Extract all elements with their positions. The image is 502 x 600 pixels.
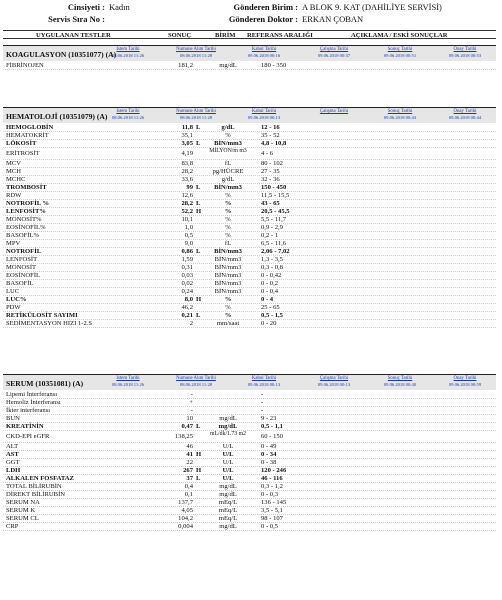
test-flag: H (196, 208, 202, 215)
test-reference-range: 25 - 65 (261, 304, 280, 311)
test-unit: BİN/mm3 (214, 248, 242, 255)
test-value: 0,004 (178, 523, 193, 530)
test-value: 37 (186, 475, 193, 482)
test-value: 41 (186, 451, 193, 458)
section-date-cell (98, 376, 158, 387)
test-value: 1,0 (184, 224, 193, 231)
test-name: CRP (6, 523, 19, 530)
date-label: Sonuç Tarihi (387, 376, 413, 381)
test-unit: % (225, 216, 231, 223)
test-name: LUC (6, 288, 20, 295)
result-row (3, 423, 496, 431)
test-value: 52,2 (181, 208, 193, 215)
date-value: 09.06.2018 00:13 (247, 114, 281, 120)
test-flag: L (196, 140, 201, 147)
test-reference-range: 11,5 - 15,5 (261, 192, 290, 199)
result-row (3, 224, 496, 232)
test-value: 267 (183, 467, 193, 474)
test-unit: mg/dL (219, 523, 237, 530)
section-date-cell (234, 47, 294, 58)
test-value: 0,24 (181, 288, 193, 295)
test-unit: % (225, 132, 231, 139)
col-header-tests: UYGULANAN TESTLER (36, 31, 111, 39)
sending-unit-value: A BLOK 9. KAT (DAHİLİYE SERVİSİ) (302, 2, 442, 12)
date-label: Sonuç Tarihi (387, 109, 413, 114)
test-unit: % (224, 296, 232, 303)
section-title: SERUM (10351081) (A) (6, 379, 84, 388)
test-name: SEDİMENTASYON HIZI 1-2.S (6, 320, 93, 327)
test-reference-range: 0 - 0,3 (261, 491, 279, 498)
test-unit: U/L (222, 467, 234, 474)
test-reference-range: 98 - 107 (261, 515, 283, 522)
test-value: - (190, 407, 193, 414)
test-name: Lipemi İnterferansı (6, 391, 58, 398)
test-reference-range: 0,3 - 0,8 (261, 264, 283, 271)
test-name: MPV (6, 240, 21, 247)
test-reference-range: 0 - 38 (261, 459, 277, 466)
date-value: 09.06.2018 00:44 (448, 114, 482, 120)
date-value: 08.06.2018 11:26 (111, 381, 145, 387)
test-value: 46,2 (181, 304, 193, 311)
test-name: MONOSİT (6, 264, 37, 271)
test-value: 99 (186, 184, 193, 191)
test-unit: mEq/L (218, 499, 238, 506)
result-row (3, 176, 496, 184)
test-name: MCV (6, 160, 22, 167)
date-label: Numune Alım Tarihi (176, 47, 216, 52)
test-name: Hemoliz İnterferansı (6, 399, 61, 406)
date-value: 09.06.2018 00:13 (317, 381, 351, 387)
test-reference-range: 43 - 65 (261, 200, 280, 207)
result-row (3, 140, 496, 148)
date-label: Kabul Tarihi (251, 47, 277, 52)
test-name: TOTAL BİLİRUBİN (6, 483, 62, 490)
test-unit: BİN/mm3 (214, 264, 242, 271)
result-row (3, 240, 496, 248)
section-title: KOAGULASYON (10351077) (A) (6, 50, 117, 59)
test-reference-range: - (261, 399, 264, 406)
result-row (3, 467, 496, 475)
test-reference-range: 0 - 20 (261, 320, 277, 327)
date-label: Kabul Tarihi (251, 376, 277, 381)
result-row (3, 208, 496, 216)
result-row (3, 399, 496, 407)
date-label: Numune Alım Tarihi (176, 109, 216, 114)
test-name: BASOFİL (6, 280, 34, 287)
service-number-label: Servis Sıra No : (48, 14, 105, 24)
test-value: 104,2 (178, 515, 193, 522)
result-row (3, 407, 496, 415)
col-header-ref: REFERANS ARALIĞI (247, 31, 313, 39)
test-reference-range: 46 - 116 (261, 475, 283, 482)
test-value: 28,2 (181, 200, 193, 207)
date-value: 08.06.2018 11:28 (179, 114, 213, 120)
test-value: 10 (186, 415, 193, 422)
test-reference-range: - (261, 391, 264, 398)
date-label: Sonuç Tarihi (387, 47, 413, 52)
test-value: 22 (186, 459, 193, 466)
test-reference-range: 1,3 - 3,5 (261, 256, 283, 263)
test-unit: fL (224, 160, 232, 167)
test-flag: L (196, 248, 201, 255)
section-header (3, 374, 496, 390)
test-flag: H (196, 451, 202, 458)
section-date-cell (435, 376, 495, 387)
result-row (3, 459, 496, 467)
test-name: MCHC (6, 176, 26, 183)
section-date-cell (166, 376, 226, 387)
test-name: GGT (6, 459, 20, 466)
col-header-unit: BİRİM (215, 31, 236, 39)
date-label: İstem Tarihi (116, 376, 140, 381)
test-value: 4,19 (181, 150, 193, 157)
test-name: LUC% (6, 296, 27, 303)
date-label: İstem Tarihi (116, 109, 140, 114)
test-flag: H (196, 467, 202, 474)
section-header (3, 107, 496, 123)
date-value: 09.06.2018 00:43 (383, 114, 417, 120)
test-unit: U/L (222, 451, 234, 458)
test-unit: U/L (222, 443, 234, 450)
section-date-cell (234, 109, 294, 120)
date-value: 08.06.2018 11:28 (179, 52, 213, 58)
test-value: 1,59 (181, 256, 193, 263)
result-row (3, 272, 496, 280)
result-row (3, 499, 496, 507)
test-unit: BİN/mm3 (214, 288, 242, 295)
test-name: SERUM CL (6, 515, 39, 522)
test-flag: H (196, 296, 202, 303)
date-label: Onay Tarihi (453, 376, 477, 381)
test-name: LDH (6, 467, 21, 474)
test-name: İkter interferansı (6, 407, 51, 414)
test-reference-range: - (261, 407, 264, 414)
test-unit: mg/dL (219, 491, 237, 498)
test-unit: mEq/L (218, 507, 238, 514)
test-reference-range: 0 - 34 (261, 451, 277, 458)
test-value: - (190, 391, 193, 398)
result-row (3, 168, 496, 176)
test-value: 46 (186, 443, 193, 450)
result-row (3, 451, 496, 459)
test-reference-range: 0 - 49 (261, 443, 277, 450)
section-date-cell (98, 47, 158, 58)
date-value: 08.06.2018 11:26 (111, 114, 145, 120)
test-unit: g/dL (221, 176, 235, 183)
test-name: EOSİNOFİL% (6, 224, 46, 231)
test-flag: L (196, 184, 201, 191)
date-label: Onay Tarihi (453, 47, 477, 52)
test-flag: L (196, 423, 201, 430)
date-value: 09.06.2018 00:59 (448, 381, 482, 387)
test-reference-range: 27 - 35 (261, 168, 280, 175)
test-name: LENFOSİT (6, 256, 38, 263)
test-reference-range: 136 - 145 (261, 499, 287, 506)
result-row (3, 483, 496, 491)
section-date-cell (370, 376, 430, 387)
test-name: SERUM K (6, 507, 36, 514)
section-date-cell (304, 47, 364, 58)
test-unit: BİN/mm3 (214, 140, 242, 147)
section-date-cell (435, 47, 495, 58)
test-unit: % (225, 192, 231, 199)
test-value: 0,47 (181, 423, 193, 430)
test-value: 0,5 (184, 232, 193, 239)
result-row (3, 200, 496, 208)
test-name: BASOFİL% (6, 232, 39, 239)
test-unit: pg/HÜCRE (212, 168, 244, 175)
test-name: LÖKOSİT (6, 140, 37, 147)
section-header (3, 45, 496, 61)
test-reference-range: 0,5 - 1,5 (261, 312, 283, 319)
result-row (3, 160, 496, 168)
test-value: 28,2 (181, 168, 193, 175)
test-value: 0,21 (181, 312, 193, 319)
date-value: 09.06.2018 00:16 (247, 52, 281, 58)
test-value: 0,1 (184, 491, 193, 498)
date-label: Numune Alım Tarihi (176, 376, 216, 381)
test-reference-range: 3,5 - 5,1 (261, 507, 283, 514)
result-row (3, 515, 496, 523)
test-name: HEMOGLOBİN (6, 124, 54, 131)
result-row (3, 216, 496, 224)
test-unit: mg/dL (219, 483, 237, 490)
test-value: 181,2 (178, 62, 193, 69)
section-date-cell (166, 109, 226, 120)
test-unit: BİN/mm3 (214, 184, 242, 191)
test-value: 35,1 (181, 132, 193, 139)
result-row (3, 296, 496, 304)
test-reference-range: 0 - 0,5 (261, 523, 279, 530)
section-date-cell (304, 376, 364, 387)
test-unit: g/dL (221, 124, 235, 131)
test-name: EOSİNOFİL (6, 272, 41, 279)
test-reference-range: 12 - 16 (261, 124, 280, 131)
result-row (3, 248, 496, 256)
test-unit: mg/dL (218, 423, 238, 430)
section-date-cell (304, 109, 364, 115)
test-name: LENFOSİT% (6, 208, 46, 215)
test-name: HEMATOKRİT (6, 132, 49, 139)
section-date-cell (98, 109, 158, 120)
section-date-cell (234, 376, 294, 387)
test-flag: L (196, 124, 201, 131)
test-unit: mg/dL (219, 62, 237, 69)
result-row (3, 312, 496, 320)
test-value: 8,0 (184, 296, 193, 303)
test-reference-range: 0,5 - 1,1 (261, 423, 283, 430)
test-name: ALKALEN FOSFATAZ (6, 475, 74, 482)
test-flag: L (196, 475, 201, 482)
result-row (3, 491, 496, 499)
date-value: 09.06.2018 00:51 (383, 52, 417, 58)
test-unit: % (225, 224, 231, 231)
test-value: 4,05 (181, 507, 193, 514)
test-reference-range: 0 - 0,4 (261, 288, 279, 295)
test-name: TROMBOSİT (6, 184, 47, 191)
result-row (3, 320, 496, 328)
test-value: 2 (189, 320, 193, 327)
result-row (3, 256, 496, 264)
test-unit: % (224, 312, 232, 319)
test-name: NOTROFİL (6, 248, 42, 255)
test-name: MCH (6, 168, 22, 175)
test-reference-range: 0 - 0,2 (261, 280, 279, 287)
test-unit: mL/dk/1.73 m2 (209, 431, 247, 437)
col-header-result: SONUÇ (168, 31, 192, 39)
test-reference-range: 4,8 - 10,8 (261, 140, 287, 147)
gender-label: Cinsiyeti : (67, 2, 105, 12)
test-reference-range: 20,5 - 45,5 (261, 208, 290, 215)
result-row (3, 62, 496, 70)
section-date-cell (435, 109, 495, 120)
test-reference-range: 80 - 102 (261, 160, 283, 167)
test-unit: % (224, 208, 232, 215)
result-row (3, 232, 496, 240)
test-reference-range: 0,9 - 2,9 (261, 224, 283, 231)
test-value: 0,02 (181, 280, 193, 287)
test-name: MONOSİT% (6, 216, 42, 223)
test-value: 0,4 (184, 483, 193, 490)
test-reference-range: 60 - 150 (261, 433, 283, 440)
result-row (3, 124, 496, 132)
test-unit: fL (224, 240, 232, 247)
sending-doctor-label: Gönderen Doktor : (228, 14, 298, 24)
result-row (3, 415, 496, 423)
date-label: İstem Tarihi (116, 47, 140, 52)
result-row (3, 148, 496, 160)
test-name: DİREKT BİLİRUBİN (6, 491, 66, 498)
result-row (3, 507, 496, 515)
test-reference-range: 120 - 246 (261, 467, 287, 474)
sending-unit-label: Gönderen Birim : (233, 2, 298, 12)
section-date-cell (166, 47, 226, 58)
test-reference-range: 35 - 52 (261, 132, 280, 139)
gender-value: Kadın (109, 2, 130, 12)
test-value: 33,6 (181, 176, 193, 183)
test-reference-range: 5,5 - 11,7 (261, 216, 287, 223)
result-row (3, 192, 496, 200)
test-unit: mg/dL (219, 415, 237, 422)
test-name: RDW (6, 192, 22, 199)
test-reference-range: 150 - 450 (261, 184, 287, 191)
test-name: KREATİNİN (6, 423, 44, 430)
test-unit: mEq/L (218, 515, 238, 522)
test-reference-range: 0 - 4 (261, 296, 274, 303)
test-value: 11,8 (181, 124, 193, 131)
result-row (3, 391, 496, 399)
test-name: NOTROFİL % (6, 200, 50, 207)
test-value: 10,1 (181, 216, 193, 223)
test-name: ALT (6, 443, 19, 450)
result-row (3, 523, 496, 531)
test-value: + (189, 399, 193, 406)
result-row (3, 288, 496, 296)
section-title: HEMATOLOJİ (10351079) (A) (6, 112, 108, 121)
date-value: 09.06.2018 00:13 (247, 381, 281, 387)
test-name: BUN (6, 415, 20, 422)
test-unit: BİN/mm3 (214, 256, 242, 263)
result-row (3, 431, 496, 443)
test-reference-range: 2,06 - 7,02 (261, 248, 290, 255)
result-row (3, 443, 496, 451)
test-value: 3,05 (181, 140, 193, 147)
test-unit: BİN/mm3 (214, 272, 242, 279)
test-name: CKD-EPI eGFR (6, 433, 50, 440)
test-unit: % (224, 200, 232, 207)
test-value: 9,0 (184, 240, 193, 247)
date-label: Çalışma Tarihi (319, 109, 349, 114)
column-header-bar (3, 30, 496, 39)
section-date-cell (370, 47, 430, 58)
test-name: AST (6, 451, 19, 458)
result-row (3, 184, 496, 192)
test-value: 12,6 (181, 192, 193, 199)
test-unit: U/L (222, 459, 234, 466)
test-name: PDW (6, 304, 21, 311)
date-label: Çalışma Tarihi (319, 376, 349, 381)
date-label: Kabul Tarihi (251, 109, 277, 114)
date-label: Çalışma Tarihi (319, 47, 349, 52)
result-row (3, 475, 496, 483)
sending-doctor-value: ERKAN ÇOBAN (302, 14, 364, 24)
date-value: 09.06.2018 00:37 (317, 52, 351, 58)
test-reference-range: 0,3 - 1,2 (261, 483, 283, 490)
test-reference-range: 6,5 - 11,6 (261, 240, 287, 247)
test-unit: mm/saat (216, 320, 240, 327)
test-name: FİBRİNOJEN (6, 62, 44, 69)
result-row (3, 132, 496, 140)
test-value: 138,25 (174, 433, 193, 440)
result-row (3, 280, 496, 288)
test-value: 0,03 (181, 272, 193, 279)
test-value: 0,86 (181, 248, 193, 255)
test-reference-range: 0,2 - 1 (261, 232, 279, 239)
result-row (3, 304, 496, 312)
test-value: 137,7 (178, 499, 193, 506)
test-unit: % (225, 304, 231, 311)
date-value: 09.06.2018 00:53 (448, 52, 482, 58)
date-label: Onay Tarihi (453, 109, 477, 114)
test-name: RETİKÜLOSİT SAYIMI (6, 312, 78, 319)
date-value: 09.06.2018 00:40 (383, 381, 417, 387)
test-flag: L (196, 200, 201, 207)
test-reference-range: 0 - 0,42 (261, 272, 282, 279)
col-header-notes: AÇIKLAMA / ESKİ SONUÇLAR (351, 31, 448, 39)
test-unit: MİLYON/m m3 (209, 148, 247, 154)
test-name: SERUM NA (6, 499, 40, 506)
test-reference-range: 9 - 23 (261, 415, 277, 422)
test-name: ERİTROSİT (6, 150, 40, 157)
test-unit: U/L (222, 475, 234, 482)
test-value: 0,31 (181, 264, 193, 271)
test-reference-range: 180 - 350 (261, 62, 287, 69)
test-flag: L (196, 312, 201, 319)
section-date-cell (370, 109, 430, 120)
report-header (0, 0, 502, 26)
test-reference-range: 4 - 6 (261, 150, 274, 157)
date-value: 08.06.2018 11:28 (179, 381, 213, 387)
test-value: 83,8 (181, 160, 193, 167)
test-unit: % (225, 232, 231, 239)
test-reference-range: 32 - 36 (261, 176, 280, 183)
date-value: 08.06.2018 11:26 (111, 52, 145, 58)
test-unit: BİN/mm3 (214, 280, 242, 287)
result-row (3, 264, 496, 272)
